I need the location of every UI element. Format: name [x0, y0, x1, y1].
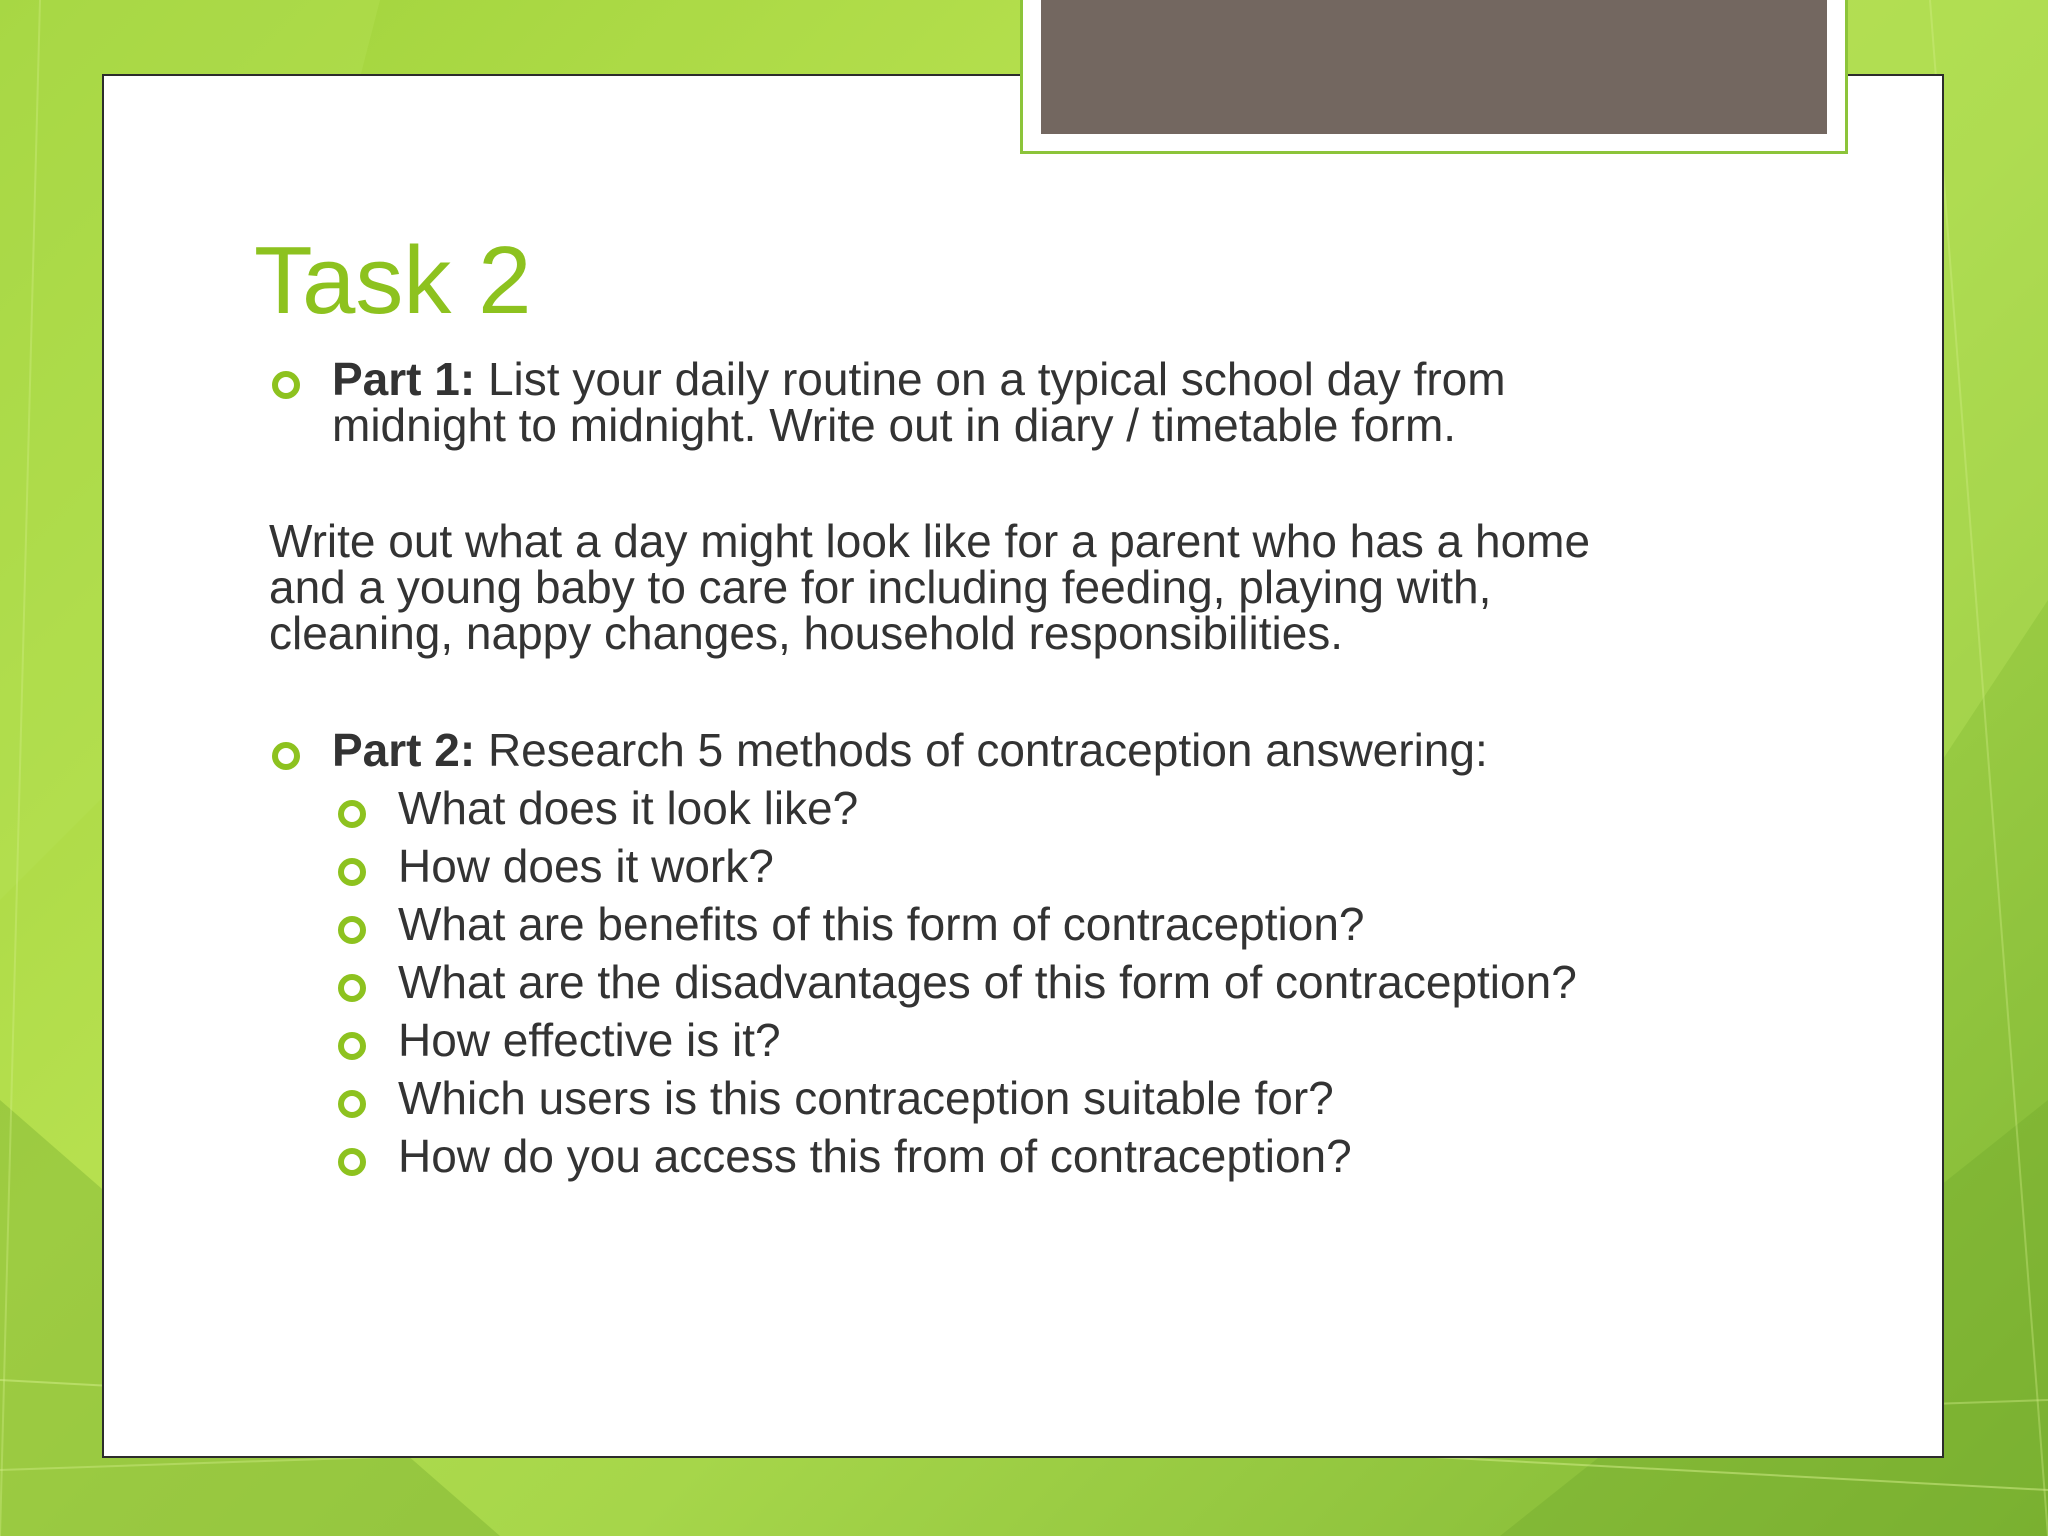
question-item: What does it look like?	[398, 782, 859, 834]
question-item: How does it work?	[398, 840, 774, 892]
question-item: What are the disadvantages of this form of contraception?	[398, 956, 1577, 1008]
parent-day-line3: cleaning, nappy changes, household responsibilities.	[269, 607, 1344, 659]
slide-title: Task 2	[254, 227, 532, 334]
sub-bullet-icon	[338, 916, 366, 944]
sub-bullet-icon	[338, 1090, 366, 1118]
question-item: How effective is it?	[398, 1014, 781, 1066]
part1-text: List your daily routine on a typical school day from	[487, 353, 1506, 405]
part1-line2: midnight to midnight. Write out in diary / timetable form.	[332, 399, 1457, 451]
part1-label: Part 1:	[332, 353, 476, 405]
bullet-icon	[272, 742, 300, 770]
sub-bullet-icon	[338, 800, 366, 828]
question-item: What are benefits of this form of contraception?	[398, 898, 1365, 950]
question-item: Which users is this contraception suitable for?	[398, 1072, 1334, 1124]
sub-bullet-icon	[338, 974, 366, 1002]
part2-line	[332, 724, 1488, 776]
parent-day-line2: and a young baby to care for including feeding, playing with,	[269, 561, 1492, 613]
sub-bullet-icon	[338, 858, 366, 886]
sub-bullet-icon	[338, 1032, 366, 1060]
question-item: How do you access this from of contraception?	[398, 1130, 1352, 1182]
part2-label: Part 2:	[332, 724, 476, 776]
bullet-icon	[272, 371, 300, 399]
part2-text: Research 5 methods of contraception answering:	[487, 724, 1488, 776]
sub-bullet-icon	[338, 1148, 366, 1176]
part1-line1	[332, 353, 1506, 405]
parent-day-line1: Write out what a day might look like for a parent who has a home	[269, 515, 1591, 567]
